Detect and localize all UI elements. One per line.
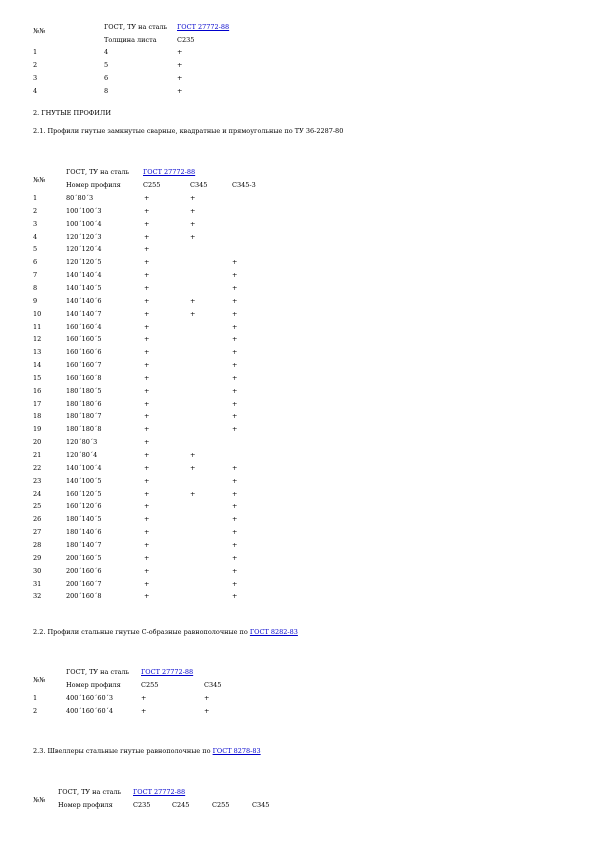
- t2-gost-label: ГОСТ, ТУ на сталь: [66, 168, 130, 176]
- row-number: 25: [33, 502, 42, 511]
- row-number: 26: [33, 515, 42, 524]
- profile-number: 160´160´4: [66, 322, 102, 331]
- t4-gost-link[interactable]: ГОСТ 27772-88: [133, 788, 186, 796]
- profile-number: 160´160´6: [66, 348, 102, 357]
- c345-mark: +: [190, 194, 196, 202]
- c255-mark: +: [144, 566, 150, 575]
- section-2-3-text: 2.3. Швеллеры стальные гнутые равнополочные по: [33, 747, 211, 755]
- c3453-mark: +: [232, 296, 238, 305]
- c255-mark: +: [144, 579, 150, 588]
- c3453-mark: +: [232, 592, 238, 601]
- c3453-mark: +: [232, 463, 238, 472]
- c255-mark: +: [144, 232, 150, 241]
- c3453-mark: +: [232, 399, 238, 408]
- profile-number: 120´120´4: [66, 245, 102, 254]
- row-number: 29: [33, 553, 42, 562]
- section-2-2-heading: [33, 629, 298, 636]
- c3453-mark: +: [232, 386, 238, 395]
- profile-number: 140´140´4: [66, 271, 102, 280]
- profile-number: 180´140´7: [66, 540, 102, 549]
- row-number: 24: [33, 489, 42, 498]
- t3-profile-label: Номер профиля: [66, 681, 121, 689]
- c345-mark: +: [190, 489, 196, 498]
- c3453-mark: +: [232, 540, 238, 549]
- t1-thickness-label: Толщина листа: [104, 36, 157, 44]
- c345-mark: +: [190, 463, 196, 472]
- profile-number: 200´160´8: [66, 592, 102, 601]
- c255-mark: +: [144, 528, 150, 537]
- section-2-3-link[interactable]: ГОСТ 8278-83: [212, 747, 261, 755]
- c3453-mark: +: [232, 348, 238, 357]
- row-number: 19: [33, 425, 42, 434]
- profile-number: 200´160´6: [66, 566, 102, 575]
- row-number: 1: [33, 194, 38, 202]
- row-number: 21: [33, 451, 42, 459]
- profile-number: 140´140´7: [66, 309, 102, 318]
- row-number: 8: [33, 283, 38, 292]
- c255-mark: +: [144, 592, 150, 601]
- section-2-heading: 2. ГНУТЫЕ ПРОФИЛИ: [33, 109, 112, 117]
- row-number: 3: [33, 74, 38, 82]
- c3453-mark: +: [232, 322, 238, 331]
- c345-mark: +: [204, 707, 210, 715]
- c3453-mark: +: [232, 515, 238, 524]
- profile-number: 140´100´5: [66, 476, 102, 485]
- profile-number: 120´120´3: [66, 232, 102, 241]
- t4-nn-header: №№: [33, 796, 46, 804]
- c255-mark: +: [144, 438, 150, 447]
- row-number: 4: [33, 232, 38, 241]
- profile-number: 200´160´5: [66, 553, 102, 562]
- c255-mark: +: [144, 348, 150, 357]
- c3453-mark: +: [232, 566, 238, 575]
- row-number: 32: [33, 592, 42, 601]
- row-number: 28: [33, 540, 42, 549]
- row-number: 6: [33, 258, 38, 267]
- t4-gost-label: ГОСТ, ТУ на сталь: [58, 788, 122, 796]
- t1-nn-header: №№: [33, 27, 46, 35]
- c235-mark: +: [177, 61, 183, 69]
- profile-number: 400´160´60´3: [66, 694, 113, 702]
- c3453-mark: +: [232, 528, 238, 537]
- row-number: 12: [33, 335, 42, 344]
- c255-mark: +: [144, 425, 150, 434]
- profile-number: 180´180´5: [66, 386, 102, 395]
- c3453-mark: +: [232, 476, 238, 485]
- c255-mark: +: [144, 296, 150, 305]
- c235-mark: +: [177, 48, 183, 56]
- t4-col-4: С345: [252, 801, 270, 809]
- t4-profile-label: Номер профиля: [58, 801, 113, 809]
- c255-mark: +: [144, 194, 150, 202]
- row-number: 15: [33, 373, 42, 382]
- section-2-1-heading: 2.1. Профили гнутые замкнутые сварные, квадратные и прямоугольные по ТУ 36-2287-80: [33, 127, 344, 135]
- profile-number: 400´160´60´4: [66, 707, 113, 715]
- c3453-mark: +: [232, 553, 238, 562]
- row-number: 31: [33, 579, 42, 588]
- row-number: 18: [33, 412, 42, 421]
- profile-number: 160´120´5: [66, 489, 102, 498]
- profile-number: 100´100´4: [66, 219, 102, 228]
- thickness-value: 6: [104, 74, 109, 82]
- row-number: 3: [33, 219, 38, 228]
- c255-mark: +: [144, 386, 150, 395]
- profile-number: 80´80´3: [66, 194, 94, 202]
- c235-mark: +: [177, 74, 183, 82]
- row-number: 7: [33, 271, 38, 280]
- row-number: 4: [33, 87, 38, 95]
- c255-mark: +: [141, 694, 147, 702]
- c3453-mark: +: [232, 258, 238, 267]
- c255-mark: +: [144, 540, 150, 549]
- thickness-value: 5: [104, 61, 109, 69]
- row-number: 13: [33, 348, 42, 357]
- t4-col-1: С235: [133, 801, 151, 809]
- profile-number: 180´180´7: [66, 412, 102, 421]
- row-number: 17: [33, 399, 42, 408]
- profile-number: 160´160´5: [66, 335, 102, 344]
- section-2-2-link[interactable]: ГОСТ 8282-83: [249, 628, 298, 636]
- c255-mark: +: [144, 463, 150, 472]
- profile-number: 180´140´5: [66, 515, 102, 524]
- row-number: 14: [33, 361, 42, 370]
- c255-mark: +: [144, 412, 150, 421]
- c255-mark: +: [144, 476, 150, 485]
- row-number: 5: [33, 245, 38, 254]
- c3453-mark: +: [232, 412, 238, 421]
- c255-mark: +: [144, 373, 150, 382]
- section-2-2-text: 2.2. Профили стальные гнутые С-образные равнополочные по: [33, 628, 248, 636]
- profile-number: 180´140´6: [66, 528, 102, 537]
- t3-col-c255: С255: [141, 681, 159, 689]
- t1-steel-header: С235: [177, 36, 195, 44]
- c255-mark: +: [144, 361, 150, 370]
- row-number: 16: [33, 386, 42, 395]
- row-number: 2: [33, 206, 38, 215]
- row-number: 2: [33, 61, 38, 69]
- c255-mark: +: [141, 707, 147, 715]
- c255-mark: +: [144, 309, 150, 318]
- profile-number: 120´80´3: [66, 438, 98, 447]
- t2-col-c255: С255: [143, 181, 161, 189]
- c255-mark: +: [144, 335, 150, 344]
- profile-number: 160´160´8: [66, 373, 102, 382]
- c255-mark: +: [144, 322, 150, 331]
- c3453-mark: +: [232, 271, 238, 280]
- c255-mark: +: [144, 553, 150, 562]
- c345-mark: +: [190, 451, 196, 459]
- row-number: 9: [33, 296, 38, 305]
- t2-nn-header: №№: [33, 176, 46, 184]
- c345-mark: +: [190, 296, 196, 305]
- section-2-3-heading: [33, 748, 261, 755]
- c3453-mark: +: [232, 579, 238, 588]
- c345-mark: +: [190, 219, 196, 228]
- profile-number: 200´160´7: [66, 579, 102, 588]
- row-number: 11: [33, 322, 42, 331]
- profile-number: 180´180´8: [66, 425, 102, 434]
- c255-mark: +: [144, 399, 150, 408]
- c345-mark: +: [190, 232, 196, 241]
- thickness-value: 8: [104, 87, 109, 95]
- t3-nn-header: №№: [33, 676, 46, 684]
- row-number: 1: [33, 694, 38, 702]
- t4-col-3: С255: [212, 801, 230, 809]
- t4-col-2: С245: [172, 801, 190, 809]
- c255-mark: +: [144, 515, 150, 524]
- c255-mark: +: [144, 206, 150, 215]
- row-number: 30: [33, 566, 42, 575]
- profile-number: 160´160´7: [66, 361, 102, 370]
- c255-mark: +: [144, 271, 150, 280]
- c255-mark: +: [144, 245, 150, 254]
- row-number: 23: [33, 476, 42, 485]
- t2-col-c3453: С345-3: [232, 181, 256, 189]
- row-number: 1: [33, 48, 38, 56]
- c3453-mark: +: [232, 373, 238, 382]
- t2-profile-label: Номер профиля: [66, 181, 121, 189]
- c3453-mark: +: [232, 361, 238, 370]
- c255-mark: +: [144, 489, 150, 498]
- profile-number: 180´180´6: [66, 399, 102, 408]
- t3-gost-link[interactable]: ГОСТ 27772-88: [141, 668, 194, 676]
- t1-gost-link[interactable]: ГОСТ 27772-88: [177, 23, 230, 31]
- c345-mark: +: [190, 309, 196, 318]
- t2-col-c345: С345: [190, 181, 208, 189]
- row-number: 27: [33, 528, 42, 537]
- row-number: 20: [33, 438, 42, 447]
- profile-number: 120´120´5: [66, 258, 102, 267]
- row-number: 2: [33, 707, 38, 715]
- profile-number: 140´140´6: [66, 296, 102, 305]
- c3453-mark: +: [232, 283, 238, 292]
- c3453-mark: +: [232, 502, 238, 511]
- thickness-value: 4: [104, 48, 109, 56]
- profile-number: 140´100´4: [66, 463, 102, 472]
- t1-gost-label: ГОСТ, ТУ на сталь: [104, 23, 168, 31]
- c345-mark: +: [204, 694, 210, 702]
- row-number: 10: [33, 309, 42, 318]
- profile-number: 160´120´6: [66, 502, 102, 511]
- c255-mark: +: [144, 283, 150, 292]
- c255-mark: +: [144, 219, 150, 228]
- profile-number: 100´100´3: [66, 206, 102, 215]
- t3-gost-label: ГОСТ, ТУ на сталь: [66, 668, 130, 676]
- c255-mark: +: [144, 258, 150, 267]
- c255-mark: +: [144, 502, 150, 511]
- row-number: 22: [33, 463, 42, 472]
- profile-number: 140´140´5: [66, 283, 102, 292]
- c235-mark: +: [177, 87, 183, 95]
- profile-number: 120´80´4: [66, 451, 98, 459]
- c3453-mark: +: [232, 425, 238, 434]
- t2-gost-link[interactable]: ГОСТ 27772-88: [143, 168, 196, 176]
- c3453-mark: +: [232, 335, 238, 344]
- t3-col-c345: С345: [204, 681, 222, 689]
- c3453-mark: +: [232, 489, 238, 498]
- c345-mark: +: [190, 206, 196, 215]
- c255-mark: +: [144, 451, 150, 459]
- c3453-mark: +: [232, 309, 238, 318]
